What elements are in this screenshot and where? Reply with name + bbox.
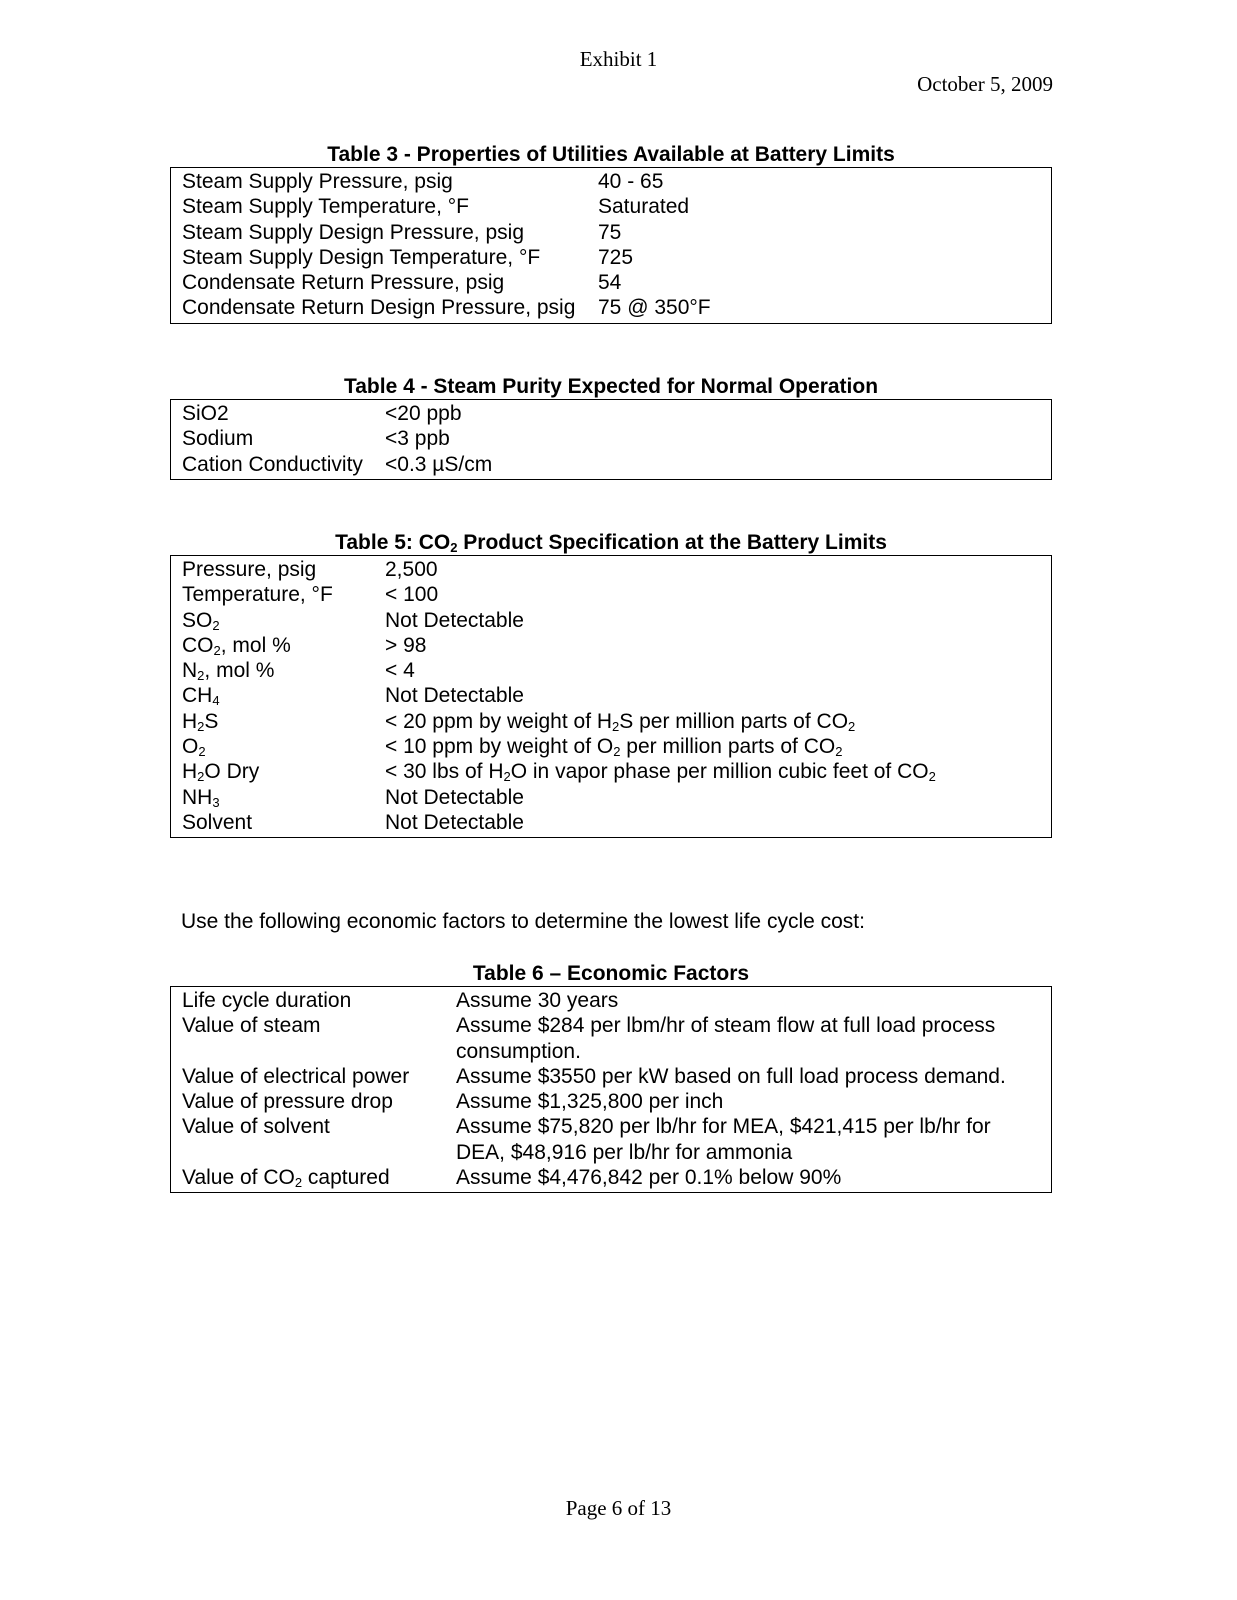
row-value: 75 @ 350°F xyxy=(598,296,711,320)
table-row xyxy=(171,426,1051,451)
row-label: $N_2$, mol % xyxy=(182,659,275,684)
row-label: Steam Supply Design Pressure, psig xyxy=(182,220,524,244)
table-3-body xyxy=(170,167,1052,324)
table-row xyxy=(171,1064,1051,1089)
row-value: > 98 xyxy=(385,633,427,657)
table-row xyxy=(171,683,1051,708)
row-label: Temperature, °F xyxy=(182,583,333,607)
row-value: Assume $75,820 per lb/hr for MEA, $421,415 per lb/hr for DEA, $48,916 per lb/hr for ammonia xyxy=(456,1115,991,1164)
row-value: <3 ppb xyxy=(385,427,450,451)
row-value: 725 xyxy=(598,245,634,269)
row-label: $H_2S$ xyxy=(182,709,219,734)
document-date: October 5, 2009 xyxy=(917,72,1053,96)
table-row xyxy=(171,582,1051,607)
table-4-title: Table 4 - Steam Purity Expected for Normal Operation xyxy=(343,375,879,398)
row-value: < 100 xyxy=(385,583,439,607)
row-value: Assume $284 per lbm/hr of steam flow at full load process consumption. xyxy=(456,1014,996,1063)
row-label: $CH_4$ xyxy=(182,684,220,709)
table-row xyxy=(171,785,1051,810)
table-row xyxy=(171,1013,1051,1064)
table-row xyxy=(171,608,1051,633)
table-row xyxy=(171,270,1051,295)
row-value: Not Detectable xyxy=(385,785,524,809)
row-value: Assume $4,476,842 per 0.1% below 90% xyxy=(456,1166,842,1190)
table-row xyxy=(171,557,1051,582)
row-value: Saturated xyxy=(598,195,690,219)
row-label: Steam Supply Temperature, °F xyxy=(182,195,469,219)
exhibit-label: Exhibit 1 xyxy=(579,47,658,71)
table-4 xyxy=(170,375,1052,480)
row-label: Condensate Return Design Pressure, psig xyxy=(182,296,576,320)
row-value: 2,500 xyxy=(385,558,438,581)
row-label: Solvent xyxy=(182,810,253,834)
table-6 xyxy=(170,962,1052,1193)
row-label: Condensate Return Pressure, psig xyxy=(182,271,505,295)
row-value: Assume 30 years xyxy=(456,989,619,1012)
row-label: $O_2$ xyxy=(182,735,206,760)
row-label: $NH_3$ xyxy=(182,785,220,810)
table-3-title: Table 3 - Properties of Utilities Available at Battery Limits xyxy=(327,143,895,166)
row-label: Sodium xyxy=(182,427,254,451)
row-value: 54 xyxy=(598,271,622,295)
row-value: < 20 ppm by weight of $H_2S$ per million parts of $CO_2$ xyxy=(385,709,856,734)
row-value: Assume $3550 per kW based on full load process demand. xyxy=(456,1064,1006,1088)
row-label: SiO2 xyxy=(182,402,229,425)
row-value: Not Detectable xyxy=(385,684,524,708)
row-label: $CO_2$, mol % xyxy=(182,633,291,658)
table-row xyxy=(171,633,1051,658)
table-3 xyxy=(170,143,1052,324)
table-4-body xyxy=(170,399,1052,480)
table-row xyxy=(171,1089,1051,1114)
row-value: < 30 lbs of $H_2O$ in vapor phase per million cubic feet of $CO_2$ xyxy=(385,760,936,785)
page-number: Page 6 of 13 xyxy=(565,1496,672,1520)
table-6-body xyxy=(170,986,1052,1193)
table-5 xyxy=(170,531,1052,838)
row-label: Value of pressure drop xyxy=(182,1090,393,1114)
row-label: Pressure, psig xyxy=(182,558,317,581)
table-row xyxy=(171,245,1051,270)
row-value: Not Detectable xyxy=(385,810,524,834)
row-label: Value of electrical power xyxy=(182,1064,410,1088)
table-row xyxy=(171,709,1051,734)
table-row xyxy=(171,810,1051,835)
row-value: < 10 ppm by weight of $O_2$ per million parts of $CO_2$ xyxy=(385,735,843,760)
row-value: < 4 xyxy=(385,659,415,683)
row-label: $SO_2$ xyxy=(182,608,220,633)
table-row xyxy=(171,988,1051,1013)
row-value: <0.3 µS/cm xyxy=(385,452,493,476)
table-row xyxy=(171,1114,1051,1165)
row-value: <20 ppb xyxy=(385,402,462,425)
row-value: 40 - 65 xyxy=(598,170,664,193)
table-5-body xyxy=(170,555,1052,838)
row-label: Life cycle duration xyxy=(182,989,352,1012)
table-row xyxy=(171,658,1051,683)
table-row xyxy=(171,1165,1051,1190)
row-label: Value of solvent xyxy=(182,1115,330,1139)
row-label: Steam Supply Design Temperature, °F xyxy=(182,245,541,269)
row-label: Cation Conductivity xyxy=(182,452,363,476)
row-label: Steam Supply Pressure, psig xyxy=(182,170,453,193)
table-row xyxy=(171,759,1051,784)
row-label: $H_2O$ Dry xyxy=(182,760,260,785)
row-value: Not Detectable xyxy=(385,608,524,632)
table-5-title: Table 5: $CO_2$ Product Specification at the Battery Limits xyxy=(335,531,887,555)
row-value: Assume $1,325,800 per inch xyxy=(456,1090,724,1114)
table-row xyxy=(171,194,1051,219)
row-value: 75 xyxy=(598,220,622,244)
table-row xyxy=(171,220,1051,245)
table-row xyxy=(171,169,1051,194)
table-row xyxy=(171,734,1051,759)
row-label: Value of $CO_2$ captured xyxy=(182,1166,390,1191)
row-label: Value of steam xyxy=(182,1014,321,1038)
economic-factors-intro: Use the following economic factors to determine the lowest life cycle cost: xyxy=(181,910,865,933)
table-6-title: Table 6 – Economic Factors xyxy=(472,962,750,985)
table-row xyxy=(171,295,1051,320)
table-row xyxy=(171,401,1051,426)
table-row xyxy=(171,452,1051,477)
